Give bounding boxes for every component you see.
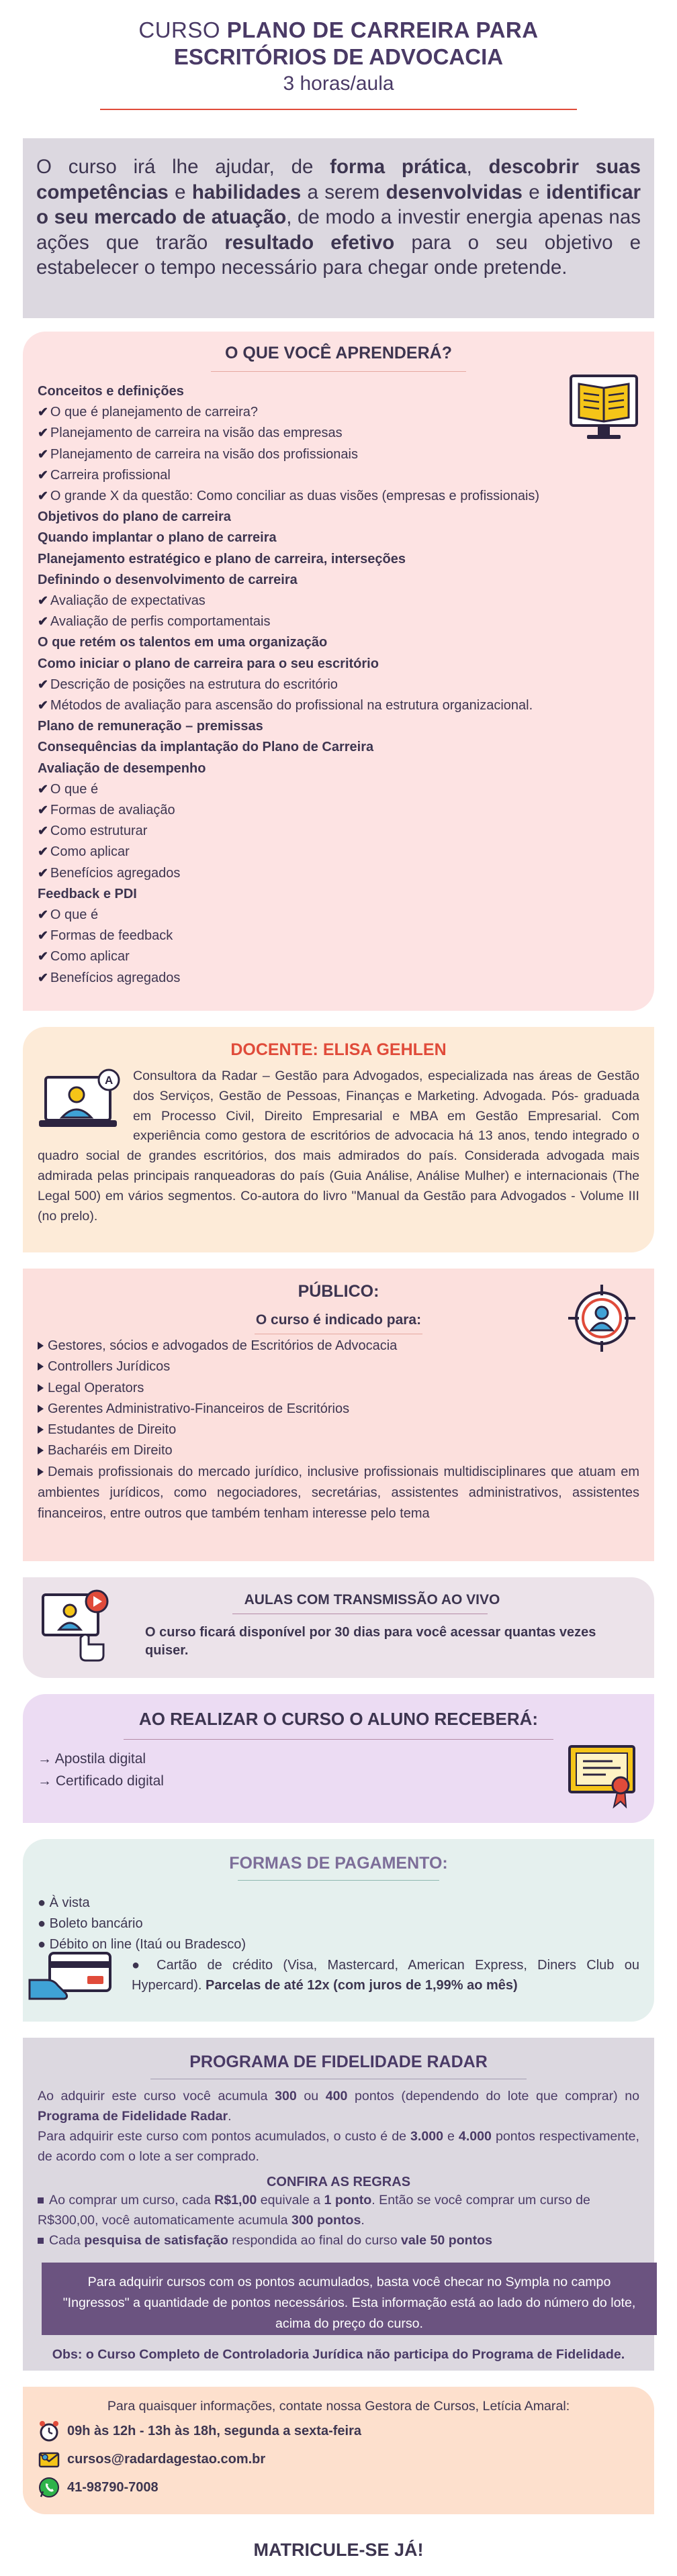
- certificate-icon: [567, 1742, 641, 1810]
- learn-item-text: Avaliação de expectativas: [50, 593, 206, 609]
- alarm-clock-icon: [38, 2420, 60, 2442]
- publico-item-text: Estudantes de Direito: [48, 1422, 177, 1438]
- learn-heading: [38, 737, 639, 758]
- live-title: AULAS COM TRANSMISSÃO AO VIVO: [244, 1592, 500, 1607]
- learn-item-text: Feedback e PDI: [38, 886, 137, 901]
- triangle-bullet-icon: [38, 1384, 44, 1392]
- triangle-bullet-icon: [38, 1342, 44, 1350]
- teacher-laptop-icon: [38, 1068, 125, 1142]
- page-title-line-2: ESCRITÓRIOS DE ADVOCACIA: [173, 44, 504, 69]
- learn-item: [38, 444, 639, 465]
- fidelity-rule-1: Ao comprar um curso, cada R$1,00 equivale a 1 ponto. Então se você comprar um curso de R$300,00, você automaticamente acumula 300 pontos.: [38, 2193, 590, 2228]
- learn-item-text: Como iniciar o plano de carreira para o seu escritório: [38, 656, 379, 671]
- learn-heading: [38, 632, 639, 653]
- live-card: [23, 1577, 654, 1678]
- publico-item: [38, 1378, 639, 1399]
- learn-item-text: Quando implantar o plano de carreira: [38, 530, 277, 546]
- learn-item-text: Planejamento de carreira na visão dos profissionais: [50, 446, 358, 462]
- learn-item-text: Plano de remuneração – premissas: [38, 719, 263, 734]
- learn-heading: [38, 654, 639, 675]
- learn-item: [38, 611, 639, 632]
- fidelity-p2: Para adquirir este curso com pontos acumulados, o custo é de 3.000 e 4.000 pontos respectivamente, de acordo com o lote a ser comprado.: [38, 2129, 639, 2164]
- book-monitor-icon: [567, 370, 641, 444]
- payment-item: [38, 1914, 639, 1934]
- learn-heading: [38, 549, 639, 570]
- payment-item: [38, 1934, 639, 1955]
- receive-divider: [124, 1739, 553, 1740]
- publico-item: [38, 1462, 639, 1525]
- payment-item: [38, 1893, 639, 1914]
- fidelity-info-box: Para adquirir cursos com os pontos acumulados, basta você checar no Sympla no campo "Ingressos" a quantidade de pontos necessários. Esta informação está ao lado do número do lote, acima do preço do curso.: [42, 2263, 657, 2335]
- page-header: [0, 0, 677, 110]
- learn-item-text: Como aplicar: [50, 949, 130, 964]
- learn-item: [38, 946, 639, 967]
- learn-item-text: Benefícios agregados: [50, 865, 181, 881]
- page-title-line-1: [0, 17, 677, 43]
- learn-item-text: Conceitos e definições: [38, 384, 184, 399]
- payment-card: [23, 1839, 654, 2022]
- learn-divider: [211, 371, 466, 372]
- fidelity-title: PROGRAMA DE FIDELIDADE RADAR: [189, 2052, 488, 2071]
- payment-item-text: Boleto bancário: [49, 1916, 143, 1931]
- title-prefix: CURSO: [138, 17, 221, 42]
- learn-item: [38, 842, 639, 862]
- learn-item-text: Definindo o desenvolvimento de carreira: [38, 572, 298, 587]
- enroll-cta[interactable]: MATRICULE-SE JÁ!: [253, 2540, 424, 2560]
- publico-item-text: Demais profissionais do mercado jurídico, inclusive profissionais multidisciplinares que atuam em ambientes jurídicos, como negociadores, secretárias, assistentes administrativos, assistentes financeiros, entre outros que também tenham interesse pelo tema: [38, 1464, 639, 1522]
- contact-phone-row[interactable]: [38, 2476, 639, 2499]
- learn-item: [38, 821, 639, 842]
- arrow-right-icon: →: [38, 1773, 56, 1789]
- check-icon: ✔: [38, 908, 48, 923]
- learn-item: [38, 779, 639, 800]
- learn-item: [38, 486, 639, 507]
- receive-item-text: Apostila digital: [54, 1751, 146, 1767]
- credit-card-option: ● Cartão de crédito (Visa, Mastercard, American Express, Diners Club ou Hypercard). Parcelas de até 12x (com juros de 1,99% ao mês): [132, 1958, 639, 1993]
- learn-item: [38, 675, 639, 695]
- learn-heading: [38, 570, 639, 591]
- learn-heading: [38, 507, 639, 528]
- learn-item-text: Formas de feedback: [50, 928, 173, 944]
- learn-card: [23, 332, 654, 1011]
- publico-item: [38, 1420, 639, 1440]
- learn-item-text: Descrição de posições na estrutura do escritório: [50, 677, 338, 692]
- receive-list: [38, 1748, 639, 1792]
- publico-item: [38, 1440, 639, 1461]
- publico-item-text: Controllers Jurídicos: [48, 1359, 171, 1375]
- triangle-bullet-icon: [38, 1363, 44, 1371]
- fidelity-rule-2: Cada pesquisa de satisfação respondida ao final do curso vale 50 pontos: [38, 2230, 639, 2250]
- fidelity-card: [23, 2038, 654, 2371]
- learn-list: [38, 381, 639, 989]
- contact-phone-link[interactable]: 41-98790-7008: [67, 2479, 159, 2495]
- payment-list: [38, 1893, 639, 1955]
- publico-item-text: Gerentes Administrativo-Financeiros de Escritórios: [48, 1401, 350, 1416]
- live-text: O curso ficará disponível por 30 dias para você acessar quantas vezes quiser.: [145, 1625, 596, 1658]
- learn-item-text: O que é: [50, 907, 99, 923]
- learn-title: O QUE VOCÊ APRENDERÁ?: [224, 344, 452, 362]
- check-icon: ✔: [38, 782, 48, 797]
- check-icon: ✔: [38, 929, 48, 944]
- whatsapp-icon: [38, 2476, 60, 2499]
- docente-title: DOCENTE: ELISA GEHLEN: [230, 1040, 447, 1059]
- check-icon: ✔: [38, 803, 48, 818]
- contact-intro: Para quaisquer informações, contate nossa Gestora de Cursos, Letícia Amaral:: [107, 2399, 570, 2414]
- payment-title: FORMAS DE PAGAMENTO:: [229, 1854, 448, 1873]
- check-icon: ✔: [38, 405, 48, 420]
- learn-item-text: Métodos de avaliação para ascensão do profissional na estrutura organizacional.: [50, 698, 533, 713]
- publico-list: [38, 1336, 639, 1525]
- check-icon: ✔: [38, 489, 48, 504]
- target-person-icon: [567, 1283, 637, 1353]
- learn-heading: [38, 884, 639, 905]
- check-icon: ✔: [38, 594, 48, 609]
- check-icon: ✔: [38, 615, 48, 630]
- publico-title: PÚBLICO:: [298, 1282, 379, 1301]
- docente-card: [23, 1027, 654, 1252]
- check-icon: ✔: [38, 866, 48, 881]
- title-bold-1: PLANO DE CARREIRA PARA: [226, 17, 539, 42]
- header-divider: [100, 109, 577, 110]
- learn-item: [38, 465, 639, 486]
- triangle-bullet-icon: [38, 1426, 44, 1434]
- learn-heading: [38, 758, 639, 779]
- docente-bio: A Consultora da Radar – Gestão para Advogados, especializada nas áreas de Gestão dos Serviços, Gestão de Pessoas, Finanças e Marketing. Advogada. Pós- graduada em Processo Civil, Direito Empresarial e MBA em Gestão Empresarial. Com experiência como gestora de escritórios de advocacia há 13 anos, tendo integrado o quadro social de grandes escritórios, dos mais admirados do país. Considerada advogada mais admirada pelas principais ranqueadoras do país (Guia Análise, Análise Mulher) e internacionais (The Legal 500) em vários segmentos. Co-autora do livro "Manual da Gestão para Advogados - Volume III (no prelo).: [38, 1069, 639, 1224]
- learn-item-text: O que é: [50, 781, 99, 797]
- check-icon: ✔: [38, 824, 48, 839]
- learn-item: [38, 926, 639, 946]
- learn-heading: [38, 528, 639, 548]
- email-icon: [38, 2448, 60, 2471]
- check-icon: ✔: [38, 677, 48, 692]
- fidelity-obs: Obs: o Curso Completo de Controladoria Jurídica não participa do Programa de Fidelidade.: [52, 2347, 625, 2362]
- contact-email-link[interactable]: cursos@radardagestao.com.br: [67, 2451, 266, 2467]
- check-icon: ✔: [38, 699, 48, 713]
- video-class-icon: [40, 1588, 114, 1663]
- learn-heading: [38, 716, 639, 737]
- learn-item-text: Planejamento de carreira na visão das empresas: [50, 426, 343, 441]
- learn-item-text: Planejamento estratégico e plano de carreira, interseções: [38, 551, 406, 566]
- payment-item-text: À vista: [49, 1895, 90, 1910]
- course-duration: 3 horas/aula: [283, 72, 394, 95]
- fidelity-rules: [38, 2190, 639, 2250]
- receive-title: AO REALIZAR O CURSO O ALUNO RECEBERÁ:: [138, 1709, 539, 1729]
- learn-item-text: O que é planejamento de carreira?: [50, 405, 259, 420]
- learn-item: [38, 800, 639, 821]
- triangle-bullet-icon: [38, 1468, 44, 1476]
- intro-card: O curso irá lhe ajudar, de forma prática, descobrir suas competências e habilidades a serem desenvolvidas e identificar o seu mercado de atuação, de modo a investir energia apenas nas ações que trarão resultado efetivo para o seu objetivo e estabelecer o tempo necessário para chegar onde pretende.: [23, 138, 654, 318]
- learn-item-text: Como aplicar: [50, 844, 130, 860]
- svg-text:A: A: [105, 1074, 114, 1087]
- check-icon: ✔: [38, 971, 48, 985]
- learn-item-text: O grande X da questão: Como conciliar as duas visões (empresas e profissionais): [50, 489, 540, 504]
- publico-item-text: Gestores, sócios e advogados de Escritórios de Advocacia: [48, 1338, 398, 1353]
- check-icon: ✔: [38, 950, 48, 964]
- publico-item: [38, 1336, 639, 1356]
- publico-item: [38, 1356, 639, 1377]
- learn-heading: [38, 381, 639, 402]
- learn-item-text: Como estruturar: [50, 824, 148, 839]
- learn-item-text: Consequências da implantação do Plano de Carreira: [38, 740, 374, 755]
- receive-card: [23, 1694, 654, 1823]
- contact-card: [23, 2387, 654, 2514]
- triangle-bullet-icon: [38, 1446, 44, 1454]
- learn-item-text: Avaliação de perfis comportamentais: [50, 614, 271, 630]
- publico-item-text: Legal Operators: [48, 1380, 144, 1395]
- learn-item: [38, 905, 639, 926]
- publico-card: [23, 1269, 654, 1561]
- learn-item-text: Avaliação de desempenho: [38, 760, 206, 776]
- learn-item: [38, 591, 639, 611]
- publico-item-text: Bacharéis em Direito: [48, 1443, 173, 1458]
- contact-hours-row: [38, 2420, 639, 2442]
- learn-item: [38, 863, 639, 884]
- learn-item: [38, 968, 639, 989]
- publico-subtitle: O curso é indicado para:: [255, 1312, 422, 1328]
- publico-item: [38, 1399, 639, 1420]
- learn-item-text: Benefícios agregados: [50, 970, 181, 985]
- dot-bullet-icon: ●: [38, 1916, 50, 1931]
- payment-divider: [238, 1880, 439, 1881]
- learn-item: [38, 695, 639, 716]
- contact-email-row[interactable]: [38, 2448, 639, 2471]
- check-icon: ✔: [38, 447, 48, 462]
- triangle-bullet-icon: [38, 1405, 44, 1413]
- fidelity-rules-title: CONFIRA AS REGRAS: [266, 2175, 411, 2189]
- credit-card-hand-icon: [27, 1950, 113, 2004]
- receive-item: [38, 1770, 639, 1792]
- dot-bullet-icon: ●: [38, 1937, 50, 1952]
- contact-hours: 09h às 12h - 13h às 18h, segunda a sexta-feira: [67, 2423, 361, 2438]
- receive-item: [38, 1748, 639, 1770]
- learn-item-text: Carreira profissional: [50, 467, 171, 483]
- check-icon: ✔: [38, 845, 48, 860]
- check-icon: ✔: [38, 468, 48, 483]
- learn-item-text: Objetivos do plano de carreira: [38, 509, 231, 525]
- receive-item-text: Certificado digital: [55, 1773, 164, 1789]
- dot-bullet-icon: ●: [38, 1895, 50, 1910]
- payment-item-text: Débito on line (Itaú ou Bradesco): [49, 1937, 246, 1952]
- check-icon: ✔: [38, 426, 48, 441]
- arrow-right-icon: →: [38, 1751, 55, 1767]
- learn-item: [38, 402, 639, 423]
- learn-item-text: O que retém os talentos em uma organização: [38, 635, 328, 650]
- fidelity-p1: Ao adquirir este curso você acumula 300 ou 400 pontos (dependendo do lote que comprar) no Programa de Fidelidade Radar.: [38, 2089, 640, 2124]
- learn-item: [38, 423, 639, 444]
- learn-item-text: Formas de avaliação: [50, 803, 175, 818]
